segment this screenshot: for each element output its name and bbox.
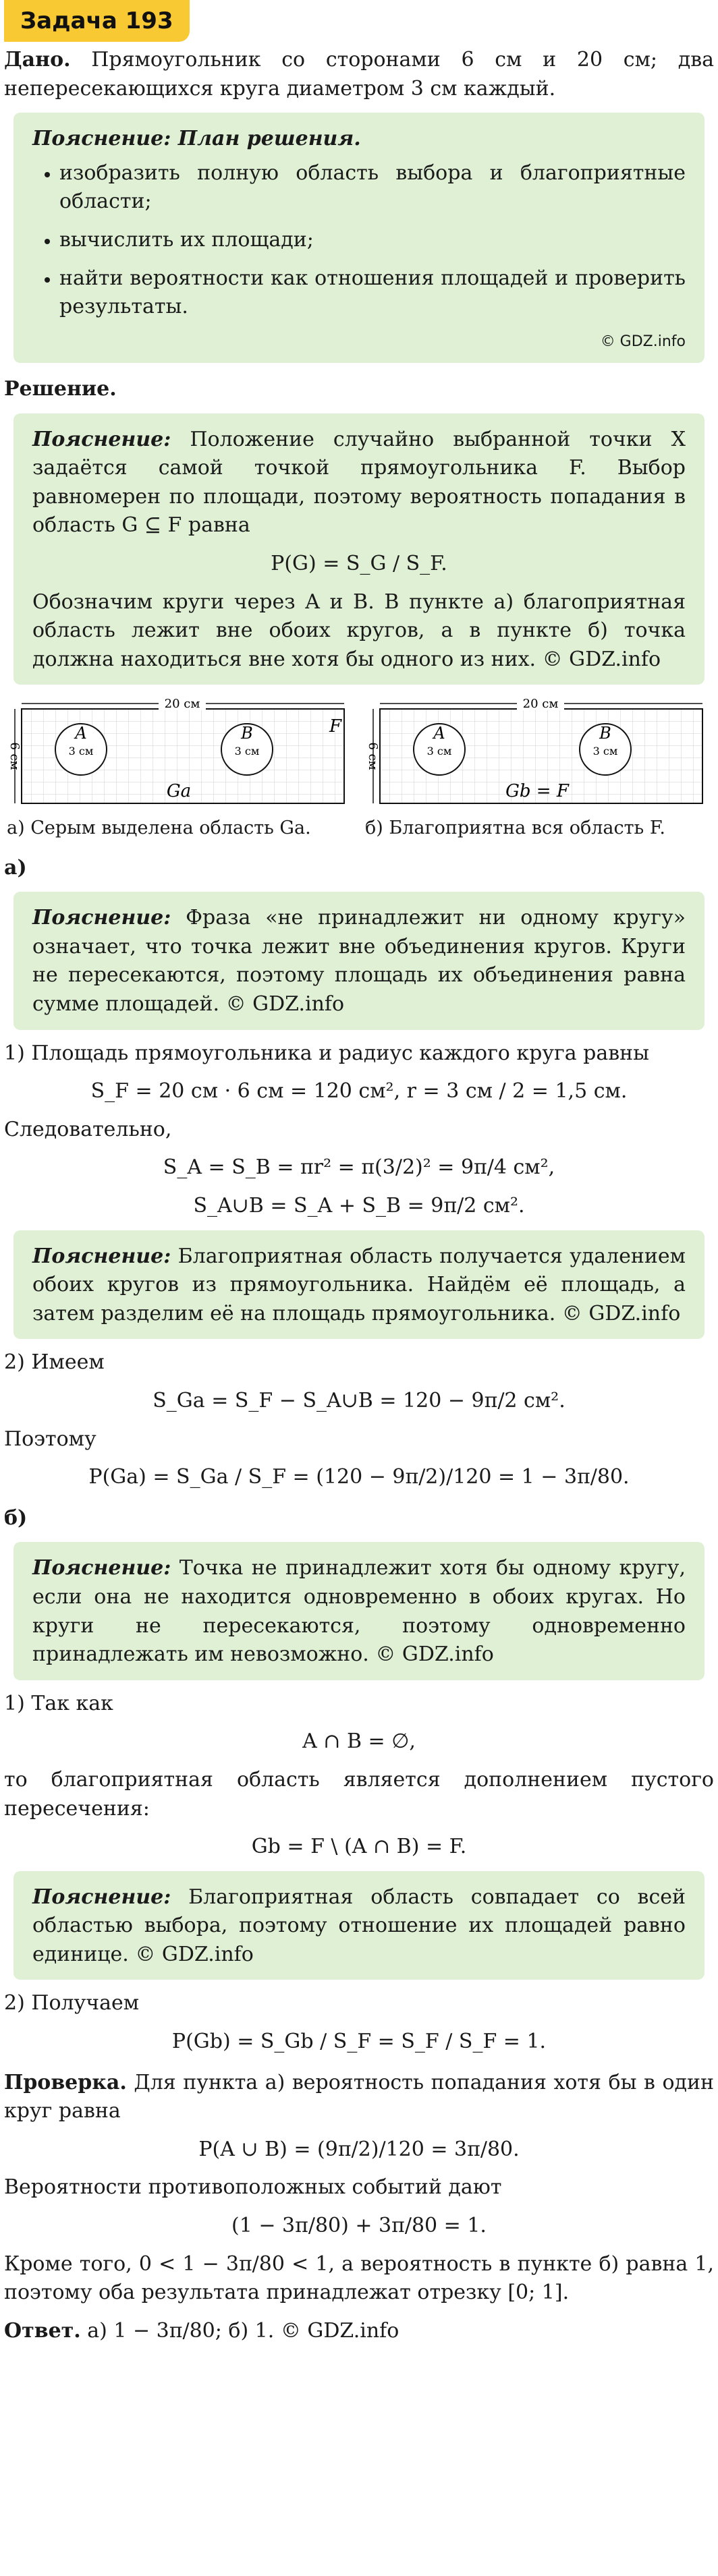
answer-paragraph <box>4 2317 714 2346</box>
height-label: 6 см <box>366 742 380 770</box>
figure-b <box>365 697 711 841</box>
step-a2: 2) Имеем <box>4 1350 105 1375</box>
step-a1: 1) Площадь прямоугольника и радиус каждого круга равны <box>4 1041 649 1065</box>
height-label: 6 см <box>7 742 22 770</box>
formula-check1: P(A ∪ B) = (9π/2)/120 = 3π/80. <box>198 2137 520 2161</box>
explanation-label: Пояснение: <box>32 906 171 930</box>
plan-item: • изобразить полную область выбора и благоприятные области; <box>59 159 686 217</box>
formula-a3: S_A∪B = S_A + S_B = 9π/2 см². <box>193 1194 525 1218</box>
check-text-2: Вероятности противоположных событий дают <box>4 2175 502 2200</box>
figure-b-drawing <box>365 697 706 811</box>
explanation-text: Точка не принадлежит хотя бы одному кругу, если она не находится одновременно в обоих кругах. Но круги не пересекаются, поэтому одновременно принадлежать им невозможно. © GDZ.info <box>32 1556 686 1667</box>
explanation-box-a1 <box>13 892 705 1029</box>
explanation-label: Пояснение: <box>32 1244 171 1268</box>
circle-a-label: A <box>433 724 445 743</box>
formula-b1: A ∩ B = ∅, <box>302 1729 416 1754</box>
explanation-box-b2 <box>13 1871 705 1980</box>
therefore-text: Поэтому <box>4 1427 96 1451</box>
solution-title: Решение. <box>4 376 117 401</box>
explanation-box-1 <box>13 413 705 685</box>
given-label: Дано. <box>4 48 71 71</box>
check-text: Для пункта а) вероятность попадания хотя бы в один круг равна <box>4 2070 714 2123</box>
explanation-label: Пояснение: <box>32 427 171 451</box>
plan-list <box>32 159 686 322</box>
figure-a-drawing <box>7 697 348 811</box>
diam-b-label: 3 см <box>592 745 618 758</box>
formula-a4: S_Ga = S_F − S_A∪B = 120 − 9π/2 см². <box>153 1388 565 1412</box>
explanation-text: Положение случайно выбранной точки X задаётся самой точкой прямоугольника F. Выбор равномерен по площади, поэтому вероятность попадания в область G ⊆ F равна <box>32 427 686 538</box>
circle-a-label: A <box>75 724 87 743</box>
formula-a5: P(Ga) = S_Ga / S_F = (120 − 9π/2)/120 = 1 − 3π/80. <box>88 1465 630 1489</box>
explanation-text: Фраза «не принадлежит ни одному кругу» означает, что точка лежит вне объединения кругов. Круги не пересекаются, поэтому площадь их объединения равна сумме площадей. © GDZ.info <box>32 906 686 1017</box>
explanation-label: Пояснение: <box>32 1885 171 1909</box>
explanation-text: Благоприятная область получается удалением обоих кругов из прямоугольника. Найдём её площадь, а затем разделим её на площадь прямоугольника. © GDZ.info <box>32 1244 686 1325</box>
formula-pg: P(G) = S_G / S_F. <box>271 551 447 575</box>
check-text-3: Кроме того, 0 < 1 − 3π/80 < 1, а вероятность в пункте б) равна 1, поэтому оба результата принадлежат отрезку [0; 1]. <box>4 2252 714 2305</box>
explanation-text: Благоприятная область совпадает со всей областью выбора, поэтому отношение их площадей равно единице. © GDZ.info <box>32 1885 686 1966</box>
diam-b-label: 3 см <box>234 745 260 758</box>
formula-b3: P(Gb) = S_Gb / S_F = S_F / S_F = 1. <box>171 2030 547 2054</box>
explanation-text-2: Обозначим круги через A и B. В пункте а) благоприятная область лежит вне обоих кругов, а в пункте б) точка должна находиться вне хотя бы одного из них. © GDZ.info <box>32 590 686 671</box>
width-label: 20 см <box>164 697 200 712</box>
part-a-title: а) <box>4 855 27 880</box>
region-a-label: Ga <box>166 781 192 802</box>
formula-b2: Gb = F \ (A ∩ B) = F. <box>251 1835 467 1859</box>
explanation-box-a2 <box>13 1230 705 1340</box>
diam-a-label: 3 см <box>426 745 452 758</box>
plan-item: • найти вероятности как отношения площадей и проверить результаты. <box>59 264 686 322</box>
figure-a <box>7 697 353 841</box>
header <box>4 0 714 42</box>
step-b1: 1) Так как <box>4 1691 113 1715</box>
explanation-label: Пояснение: <box>32 1556 171 1580</box>
check-paragraph <box>4 2069 714 2126</box>
caption-b: б) Благоприятна вся область F. <box>365 818 665 839</box>
formula-a2: S_A = S_B = πr² = π(3/2)² = 9π/4 см², <box>163 1155 555 1180</box>
answer-label: Ответ. <box>4 2318 81 2343</box>
given-text: Прямоугольник со сторонами 6 см и 20 см; два непересекающихся круга диаметром 3 см каждый. <box>4 48 714 101</box>
diam-a-label: 3 см <box>68 745 94 758</box>
plan-box <box>13 113 705 363</box>
formula-a1: S_F = 20 см · 6 см = 120 см², r = 3 см / 2 = 1,5 см. <box>90 1079 628 1104</box>
consequently-text: Следовательно, <box>4 1117 172 1141</box>
width-label: 20 см <box>522 697 559 712</box>
part-b-title: б) <box>4 1506 28 1530</box>
task-badge: Задача 193 <box>4 0 190 42</box>
circle-b-label: B <box>599 724 611 743</box>
plan-copyright: © GDZ.info <box>600 333 686 350</box>
figure-row <box>7 697 711 841</box>
step-b2: 2) Получаем <box>4 1991 140 2015</box>
plan-item: • вычислить их площади; <box>59 226 686 255</box>
corner-label-f: F <box>329 716 342 737</box>
circle-b-label: B <box>241 724 253 743</box>
plan-label: Пояснение: План решения. <box>32 127 361 151</box>
check-label: Проверка. <box>4 2070 127 2094</box>
formula-check2: (1 − 3π/80) + 3π/80 = 1. <box>231 2214 487 2238</box>
given-paragraph <box>4 46 714 103</box>
region-b-label: Gb = F <box>505 781 569 802</box>
caption-a: а) Серым выделена область Ga. <box>7 818 311 839</box>
answer-text: а) 1 − 3π/80; б) 1. © GDZ.info <box>87 2318 399 2343</box>
explanation-box-b1 <box>13 1542 705 1680</box>
text-b1: то благоприятная область является дополнением пустого пересечения: <box>4 1767 714 1821</box>
